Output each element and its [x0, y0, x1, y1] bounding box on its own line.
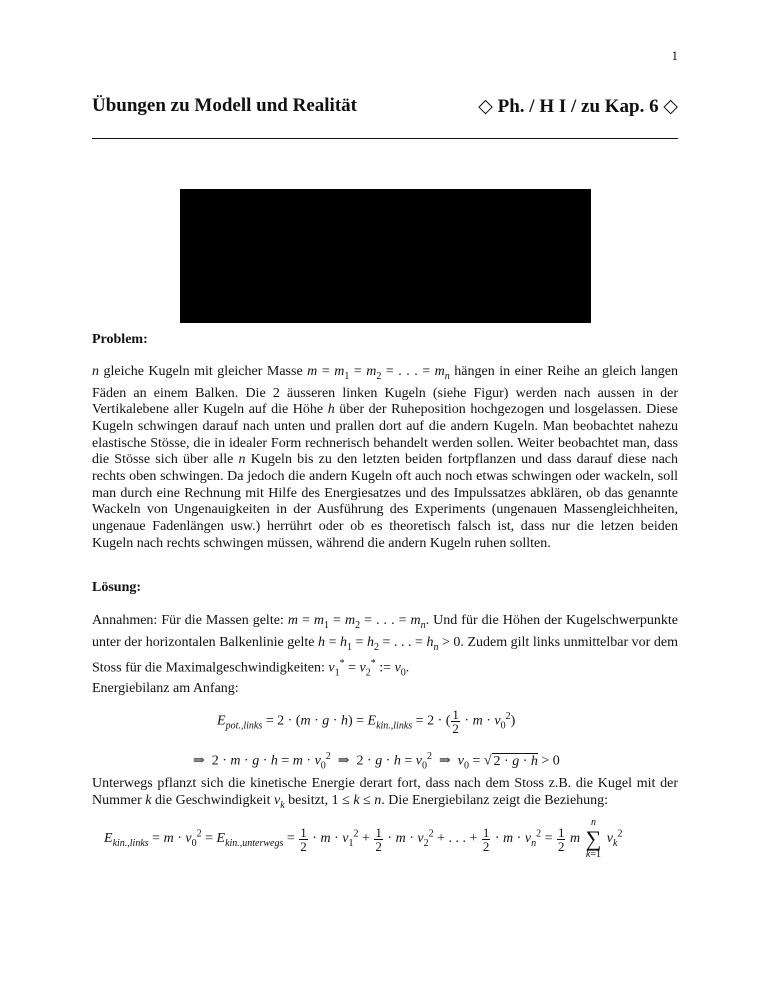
equation-velocity: ⇒ $2 \cdot m \cdot g \cdot h = m \cdot v_0^2$ ⇒ $2 \cdot g \cdot h = v_0^2$ ⇒ $v_0$ = √ 2 · g · h > 0: [193, 751, 560, 772]
problem-heading: Problem:: [92, 332, 148, 347]
transfer-text: Unterwegs pflanzt sich die kinetische Energie derart fort, dass nach dem Stoss z.B. die Kugel mit der Nummer k die Geschwindigkeit $v_k$ besitzt, 1 ≤ k ≤ n. Die Energiebilanz zeigt die Beziehung:: [92, 776, 678, 811]
figure-image: [180, 189, 591, 323]
equation-energy-start: $E_{pot.,links} = 2 \cdot (m \cdot g \cdot h) = E_{kin.,links} = 2$ · ( $\frac{1}{2}$ · $m \cdot v_0^2$): [217, 707, 516, 736]
energy-heading: Energiebilanz am Anfang:: [92, 681, 239, 696]
page-number: 1: [671, 48, 678, 63]
solution-heading: Lösung:: [92, 580, 142, 595]
page-header: [92, 95, 678, 123]
header-rule: [92, 138, 678, 139]
problem-text: n gleiche Kugeln mit gleicher Masse $m = m_1 = m_2$ = . . . = $m_n$ hängen in einer Reihe an gleich langen Fäden an einem Balken. Die 2 äusseren linken Kugeln (siehe Figur) werden nach aussen in der Vertikalebene aller Kugeln auf die Höhe h über der Ruheposition hochgezogen und losgelassen. Diese Kugeln schwingen darauf nach unten und prallen dort auf die andern Kugeln. Man beobachtet nahezu elastische Stösse, die in idealer Form rechnerisch behandelt werden sollen. Weiter beobachtet man, dass die Stösse sich über alle n Kugeln bis zu den letzten beiden fortpflanzen und dass darauf diese nach rechts oben schwingen. Da jedoch die andern Kugeln oft auch noch etwas schwingen oder wackeln, soll man durch eine Rechnung mit Hilfe des Energiesatzes und des Impulssatzes abklären, ob das genannte Wackeln von Ungenauigkeiten in der Ausführung des Experiments (ungenauen Massengleichheiten, ungenaue Fadenlängen usw.) herrührt oder ob es theoretisch falsch ist, dass nur die letzen beiden Kugeln nach rechts schwingen müssen, während die andern Kugeln ruhen sollten.: [92, 364, 678, 551]
assumptions-text: Annahmen: Für die Massen gelte: $m = m_1 = m_2$ = . . . = $m_n$. Und für die Höhen der Kugelschwerpunkte unter der horizontalen Balkenlinie gelte $h = h_1 = h_2$ = . . . = $h_n > 0$. Zudem gilt links unmittelbar vor dem Stoss für die Maximalgeschwindigkeiten: $v_1^* = v_2^*$ := $v_0$.: [92, 613, 678, 679]
equation-energy-transfer: $E_{kin.,links} = m \cdot v_0^2 = E_{kin.,unterwegs}$ = $\frac{1}{2}$ · $m \cdot v_1^2$ + $\frac{1}{2}$ · $m \cdot v_2^2$ + . . . + $\frac{1}{2}$ · $m \cdot v_n^2$ = $\frac{1}{2}$ m n ∑ k=1 $v_k^2$: [104, 817, 623, 860]
document-title: Übungen zu Modell und Realität: [92, 95, 357, 116]
course-reference: ◇ Ph. / H I / zu Kap. 6 ◇: [478, 96, 678, 117]
